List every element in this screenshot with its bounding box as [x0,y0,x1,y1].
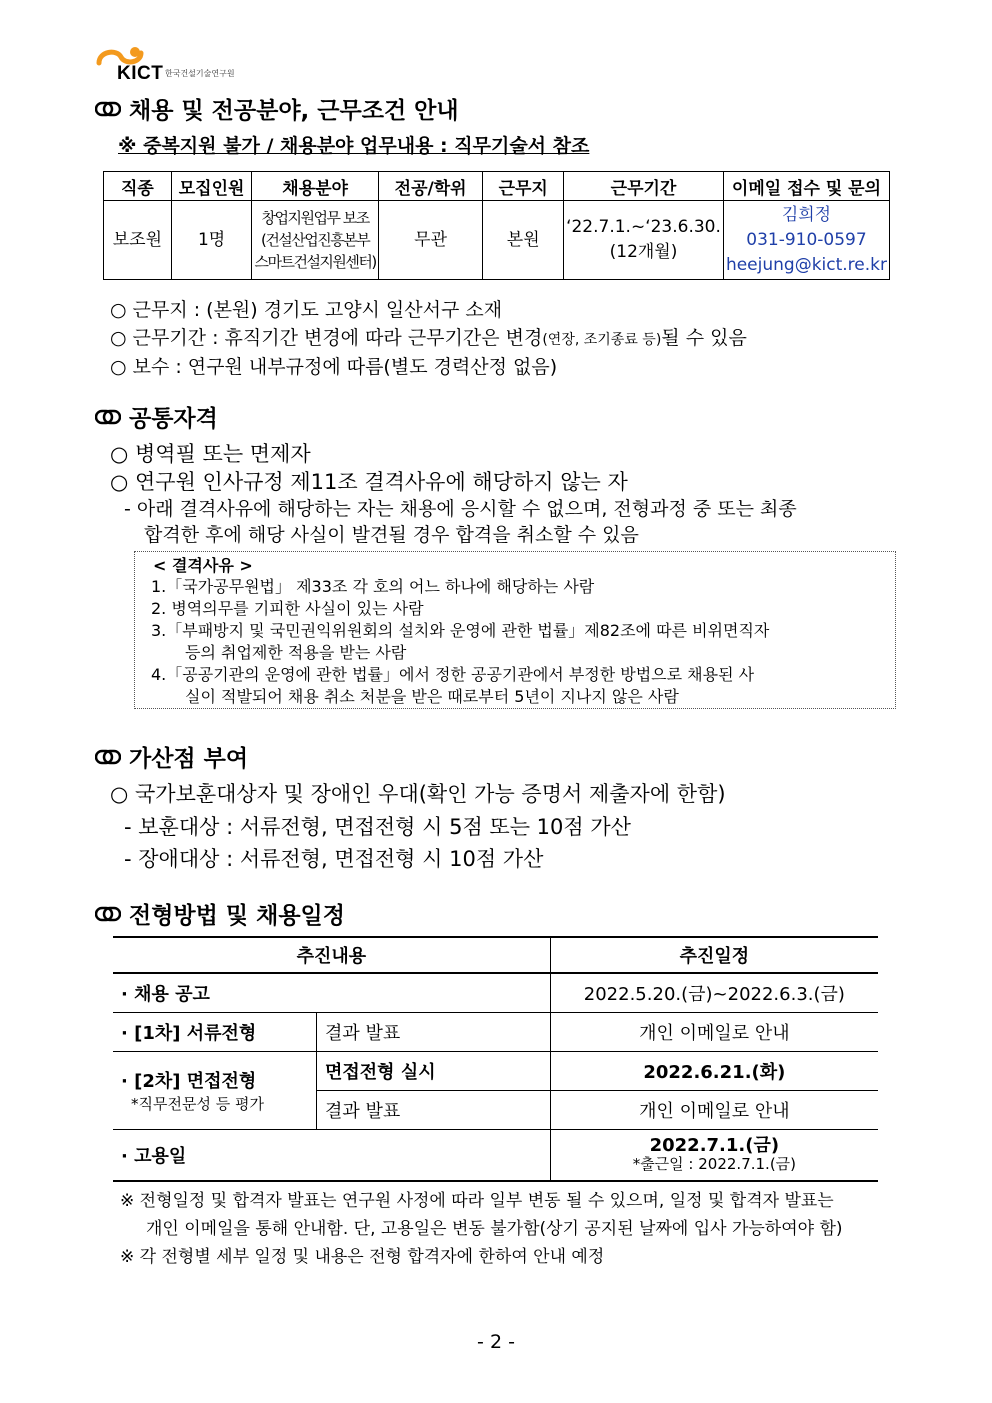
contact-phone: 031-910-0597 [746,229,867,250]
row-date: 개인 이메일로 안내 [550,1013,878,1052]
page-number: - 2 - [477,1331,515,1353]
col-header: 이메일 접수 및 문의 [723,172,889,201]
table-row [113,1130,878,1182]
schedule-note: ※ 전형일정 및 합격자 발표는 연구원 사정에 따라 일부 변동 될 수 있으며, 일정 및 합격자 발표는 [120,1191,834,1211]
logo-text: KICT [117,63,164,84]
box-line: 3.「부패방지 및 국민권익위원회의 설치와 운영에 관한 법률」제82조에 따른 비위면직자 [151,621,770,640]
box-title: < 결격사유 > [153,556,253,575]
contact-name: 김희정 [781,204,832,225]
bullet-location: ○ 근무지 : (본원) 경기도 고양시 일산서구 소재 [110,299,503,321]
row-label: · 고용일 [113,1130,550,1182]
section-title-text: 가산점 부여 [129,746,249,772]
section-title-recruitment [95,92,459,125]
box-line: 1.「국가공무원법」 제33조 각 호의 어느 하나에 해당하는 사람 [151,577,595,596]
table-row [113,1013,878,1052]
col-header: 근무지 [483,172,564,201]
section-title-text: 공통자격 [129,406,218,432]
box-line: 등의 취업제한 적용을 받는 사람 [185,643,407,662]
table-row [113,973,878,1013]
col-header: 전공/학위 [378,172,483,201]
box-line: 실이 적발되어 채용 취소 처분을 받은 때로부터 5년이 지나지 않은 사람 [185,687,679,706]
row-label: · [2차] 면접전형 *직무전문성 등 평가 [113,1052,317,1130]
recruitment-table [103,171,890,280]
section-title-bonus [95,740,248,773]
duplicate-notice: ※ 중복지원 불가 / 채용분야 업무내용 : 직무기술서 참조 [118,135,590,157]
bullet-period: ○ 근무기간 : 휴직기간 변경에 따라 근무기간은 변경(연장, 조기종료 등)될 수 있음 [110,327,747,349]
count-cell: 1명 [171,201,252,280]
bullet-military: ○ 병역필 또는 면제자 [110,442,311,466]
field-cell: 창업지원업무 보조 (건설산업진흥본부 스마트건설지원센터) [252,201,378,280]
schedule-table [113,936,878,1182]
row-date: 2022.6.21.(화) [550,1052,878,1091]
row-date: 2022.7.1.(금) *출근일 : 2022.7.1.(금) [550,1130,878,1182]
dash-line: - 아래 결격사유에 해당하는 자는 채용에 응시할 수 없으며, 전형과정 중 또는 최종 [124,498,797,520]
logo-subtitle: 한국건설기술연구원 [165,69,235,78]
kict-logo [95,45,275,85]
section-title-text: 채용 및 전공분야, 근무조건 안내 [129,98,459,124]
box-line: 2. 병역의무를 기피한 사실이 있는 사람 [151,599,424,618]
col-header: 모집인원 [171,172,252,201]
link-icon [95,906,121,922]
disqualification-box [134,551,896,709]
section-title-qualification [95,400,218,433]
row-label: · [1차] 서류전형 [113,1013,317,1052]
row-date: 2022.5.20.(금)~2022.6.3.(금) [550,973,878,1013]
col-header: 직종 [104,172,172,201]
major-cell: 무관 [378,201,483,280]
location-cell: 본원 [483,201,564,280]
dash-disabled: - 장애대상 : 서류전형, 면접전형 시 10점 가산 [124,847,544,871]
col-header: 근무기간 [564,172,724,201]
table-row [104,201,890,280]
link-icon [95,101,121,117]
row-sub: 결과 발표 [317,1013,551,1052]
table-header-row [104,172,890,201]
contact-email[interactable]: heejung@kict.re.kr [725,254,887,275]
link-icon [95,409,121,425]
col-header: 추진일정 [550,937,878,973]
row-sub: 면접전형 실시 [317,1052,551,1091]
box-line: 4.「공공기관의 운영에 관한 법률」에서 정한 공공기관에서 부정한 방법으로 채용된 사 [151,665,755,684]
period-cell: ‘22.7.1.~‘23.6.30. (12개월) [564,201,724,280]
row-date: 개인 이메일로 안내 [550,1091,878,1130]
row-sub: 결과 발표 [317,1091,551,1130]
bullet-salary: ○ 보수 : 연구원 내부규정에 따름(별도 경력산정 없음) [110,356,558,378]
bullet-disqualification: ○ 연구원 인사규정 제11조 결격사유에 해당하지 않는 자 [110,470,628,494]
contact-cell [723,201,889,280]
dash-veteran: - 보훈대상 : 서류전형, 면접전형 시 5점 또는 10점 가산 [124,815,631,839]
section-title-text: 전형방법 및 채용일정 [129,903,345,929]
section-title-schedule [95,897,345,930]
schedule-note: ※ 각 전형별 세부 일정 및 내용은 전형 합격자에 한하여 안내 예정 [120,1247,605,1267]
link-icon [95,749,121,765]
bullet-preference: ○ 국가보훈대상자 및 장애인 우대(확인 가능 증명서 제출자에 한함) [110,782,726,806]
col-header: 추진내용 [113,937,550,973]
schedule-note: 개인 이메일을 통해 안내함. 단, 고용일은 변동 불가함(상기 공지된 날짜에 입사 가능하여야 함) [146,1219,843,1239]
dash-line: 합격한 후에 해당 사실이 발견될 경우 합격을 취소할 수 있음 [144,524,639,546]
table-row [113,1052,878,1091]
row-label: · 채용 공고 [113,973,550,1013]
table-header-row [113,937,878,973]
col-header: 채용분야 [252,172,378,201]
job-cell: 보조원 [104,201,172,280]
